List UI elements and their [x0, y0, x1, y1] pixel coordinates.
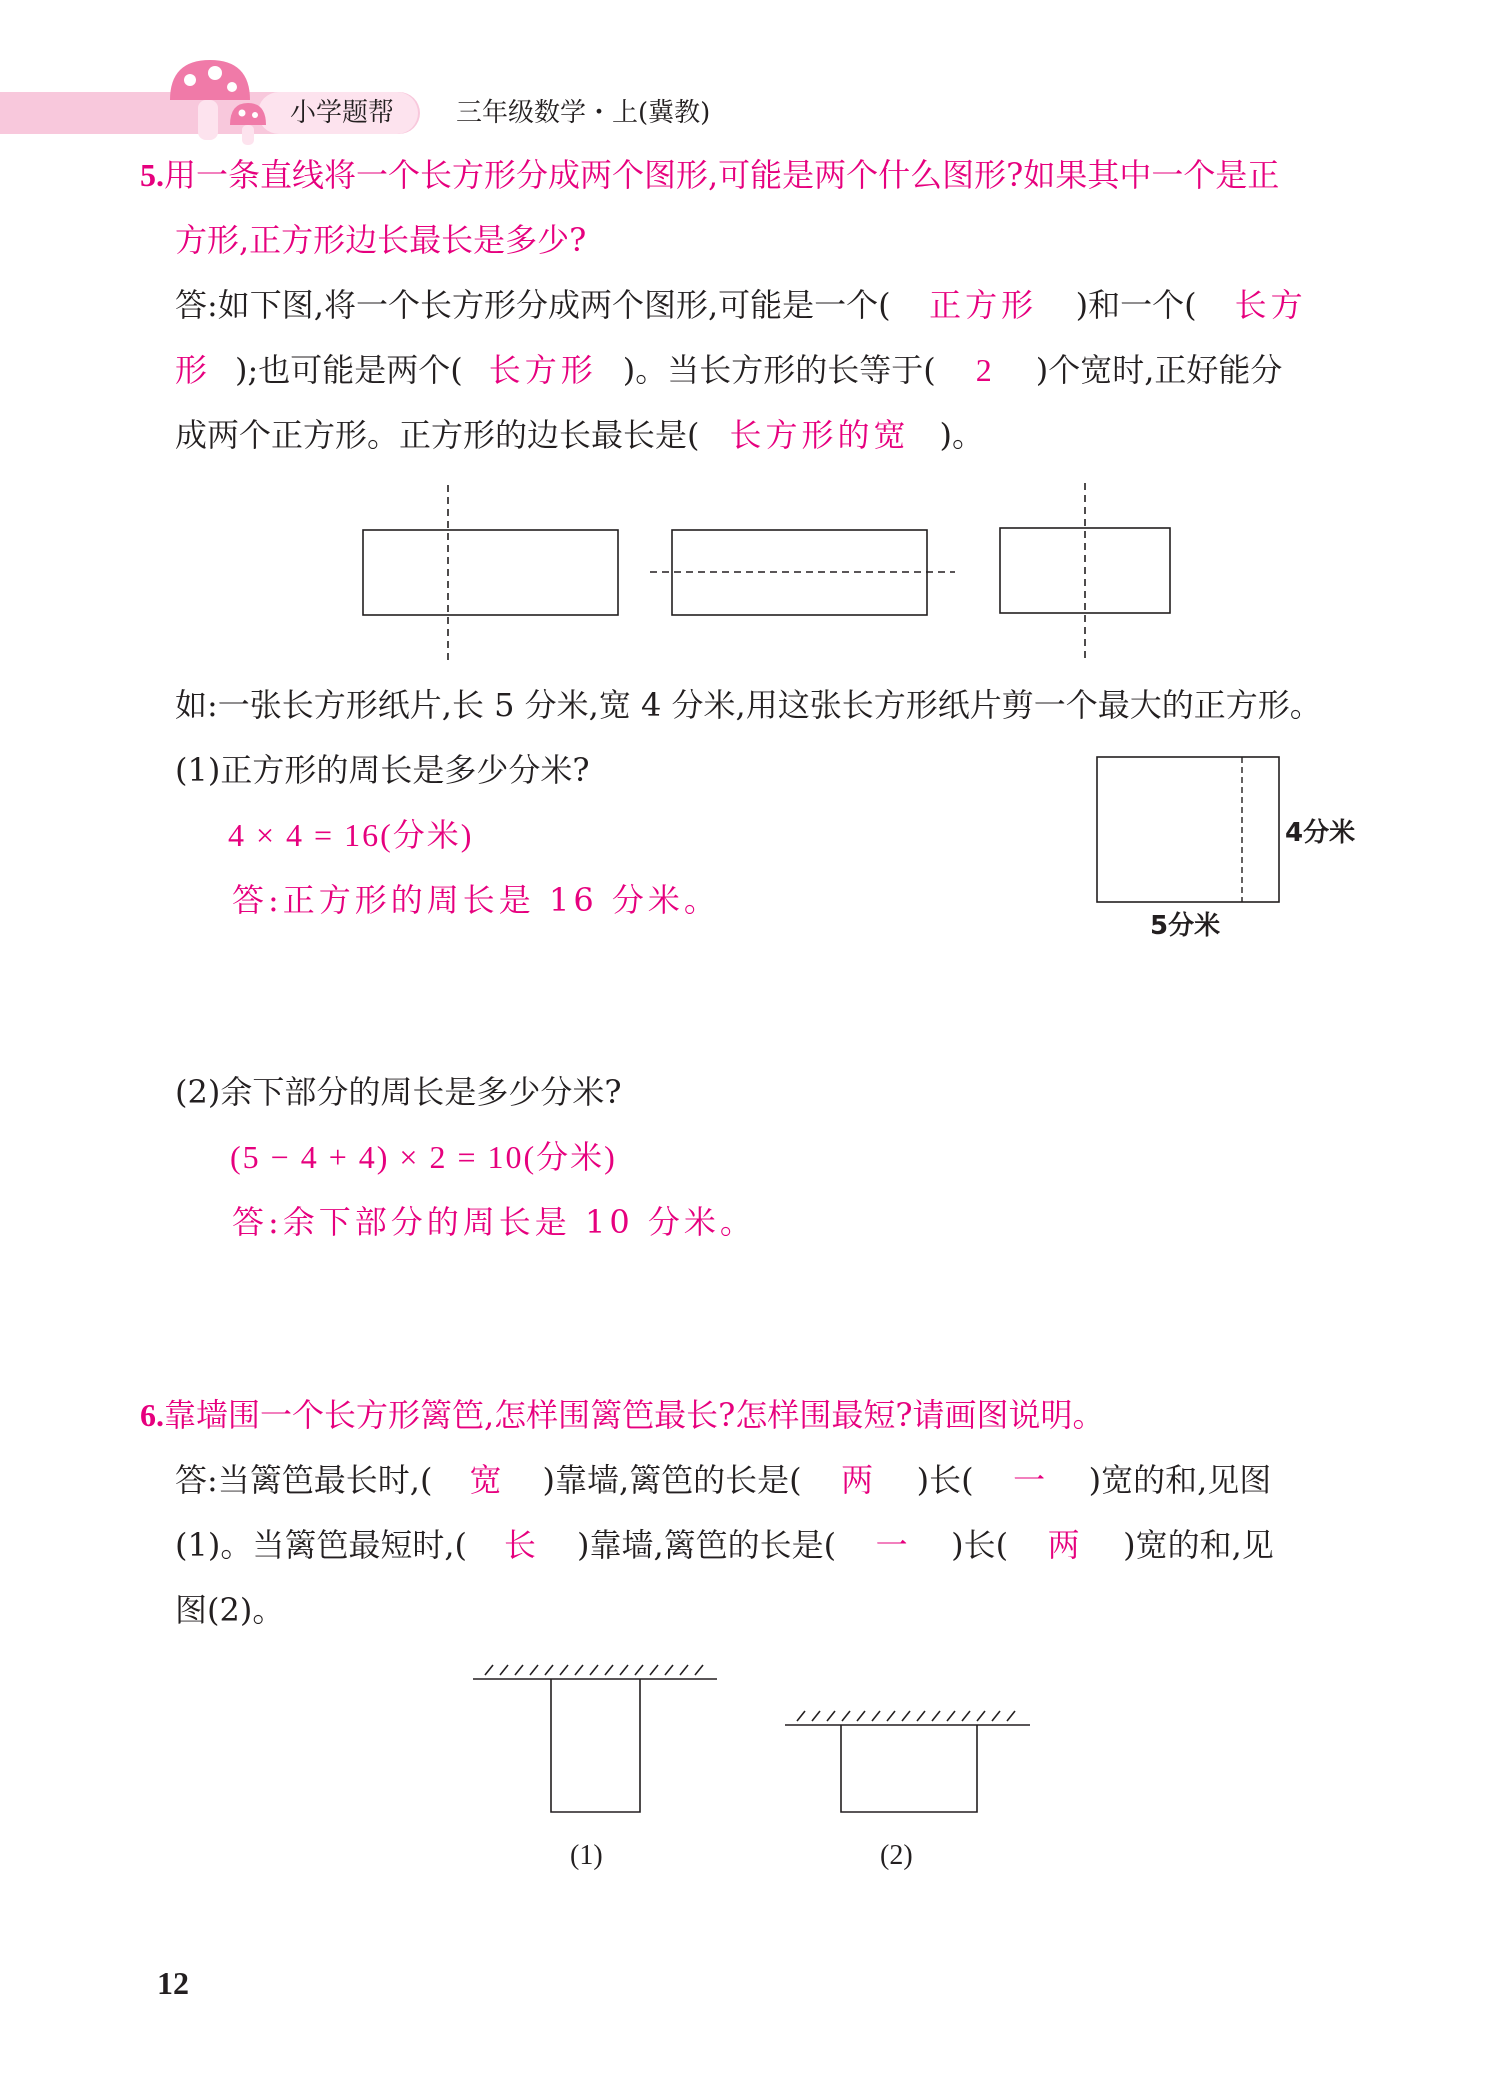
q5-blank-3: 长方形: [488, 351, 597, 389]
q5-blank-5: 长方形的宽: [729, 416, 910, 454]
q5-question-line2: 方形,正方形边长最长是多少?: [175, 221, 587, 259]
q6-blank-4: 长: [503, 1526, 540, 1564]
q5-blank-2a: 长方: [1234, 286, 1307, 324]
q5-answer-line3: 成两个正方形。正方形的边长最长是( 长方形的宽 )。: [175, 416, 984, 454]
q6-number: 6.: [140, 1397, 164, 1433]
q5-answer-line2: 形 );也可能是两个( 长方形 )。当长方形的长等于( 2 )个宽时,正好能分: [175, 351, 1283, 389]
q5-sub2-calc: (5 − 4 + 4) × 2 = 10(分米): [230, 1139, 617, 1175]
fig-height-label: 4分米: [1285, 818, 1356, 848]
q5-blank-1: 正方形: [929, 286, 1038, 324]
q5-sub1-calc: 4 × 4 = 16(分米): [228, 817, 474, 853]
fence-2: [841, 1725, 977, 1812]
q6-answer-line3: 图(2)。: [175, 1591, 285, 1629]
q6-blank-2: 两: [841, 1461, 878, 1499]
q5-sub1-question: (1)正方形的周长是多少分米?: [175, 751, 590, 789]
fig1-caption: (1): [570, 1840, 603, 1871]
q6-fence-diagrams: [465, 1655, 1045, 1825]
q5-sub1-answer: 答:正方形的周长是 16 分米。: [232, 881, 720, 919]
q6-question: 6.靠墙围一个长方形篱笆,怎样围篱笆最长?怎样围最短?请画图说明。: [140, 1396, 1105, 1434]
q6-blank-6: 两: [1047, 1526, 1084, 1564]
q5-sub2-answer: 答:余下部分的周长是 10 分米。: [232, 1203, 756, 1241]
header-series: 小学题帮: [290, 98, 395, 128]
q5-example: 如:一张长方形纸片,长 5 分米,宽 4 分米,用这张长方形纸片剪一个最大的正方形。: [175, 686, 1322, 724]
fence-1: [551, 1679, 640, 1812]
q5-answer-line1: 答:如下图,将一个长方形分成两个图形,可能是一个( 正方形 )和一个( 长方: [175, 286, 1307, 324]
mushroom-logo-icon: [160, 55, 280, 150]
q5-blank-2b: 形: [175, 351, 212, 389]
q6-blank-5: 一: [875, 1526, 912, 1564]
q5-cut-figure: [1090, 750, 1290, 910]
q6-blank-3: 一: [1013, 1461, 1050, 1499]
q5-question-line1: 5.用一条直线将一个长方形分成两个图形,可能是两个什么图形?如果其中一个是正: [140, 156, 1280, 194]
q5-split-diagrams: [355, 480, 1185, 665]
q6-answer-line2: (1)。当篱笆最短时,( 长 )靠墙,篱笆的长是( 一 )长( 两 )宽的和,见: [175, 1526, 1274, 1564]
q5-number: 5.: [140, 157, 164, 193]
q5-blank-4: 2: [975, 352, 996, 388]
fig2-caption: (2): [880, 1840, 913, 1871]
page-number: 12: [157, 1965, 189, 2001]
fig-width-label: 5分米: [1150, 911, 1221, 941]
q6-blank-1: 宽: [469, 1461, 506, 1499]
rect-vertical-split: [363, 530, 618, 615]
q6-answer-line1: 答:当篱笆最长时,( 宽 )靠墙,篱笆的长是( 两 )长( 一 )宽的和,见图: [175, 1461, 1272, 1499]
q5-sub2-question: (2)余下部分的周长是多少分米?: [175, 1073, 622, 1111]
header-book-title: 三年级数学・上(冀教): [456, 98, 711, 128]
